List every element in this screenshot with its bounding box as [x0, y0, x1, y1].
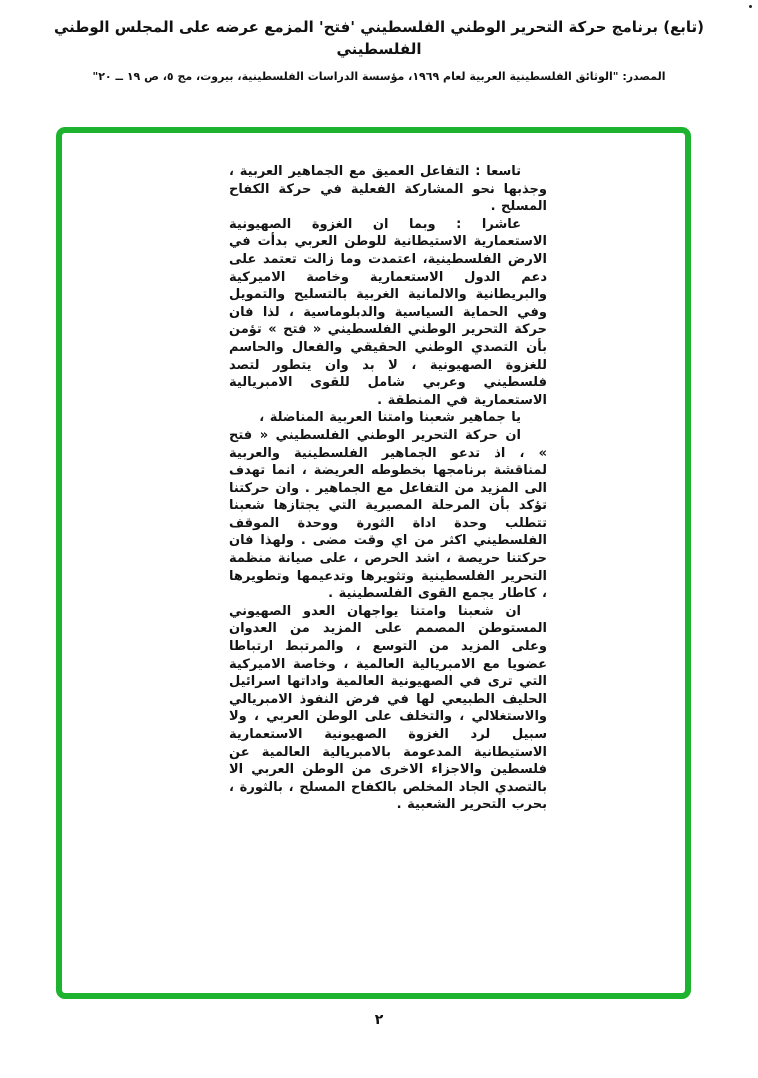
- paragraph-address-masses: يا جماهير شعبنا وامتنا العربية المناضلة ،: [259, 410, 521, 426]
- document-title: (تابع) برنامج حركة التحرير الوطني الفلسطيني 'فتح' المزمع عرضه على المجلس الوطني الفلسطيني: [53, 18, 705, 58]
- scan-artifact-dot: [749, 5, 752, 8]
- page-number: ٢: [374, 1012, 384, 1028]
- paragraph-tenth-clause: عاشرا : وبما ان الغزوة الصهيونية الاستعمارية الاستيطانية للوطن العربي بدأت في الارض الفلسطينية، اعتمدت وما زالت تعتمد على دعم الدول الاستعمارية وخاصة الاميركية والبريطانية والالمانية الغربية بالتسليح والتمويل وفي الحماية السياسية والدبلوماسية ، لذا فان حركة التحرير الوطني الفلسطيني « فتح » تؤمن بأن التصدي الوطني الحقيقي والفعال والحاسم للغزوة الصهيونية ، لا بد وان يتطور لتصد فلسطيني وعربي شامل للقوى الامبريالية الاستعمارية في المنطقة .: [229, 216, 547, 408]
- paragraph-closing-statement: ان شعبنا وامتنا يواجهان العدو الصهيوني المستوطن المصمم على المزيد من العدوان وعلى المزيد من التوسع ، والمرتبط ارتباطا عضويا مع الامبريالية العالمية ، وخاصة الاميركية التي ترى في الصهيونية العالمية واداتها اسرائيل الحليف الطبيعي لها في فرض النفوذ الامبريالي والاستغلالي ، والتخلف على الوطن العربي ، ولا سبيل لرد الغزوة الصهيونية الاستعمارية الاستيطانية المدعومة بالامبريالية العالمية عن فلسطين والاجزاء الاخرى من الوطن العربي الا بالتصدي الجاد المخلص بالكفاح المسلح ، بالثورة ، بحرب التحرير الشعبية .: [229, 603, 547, 813]
- document-body-text: [229, 163, 547, 814]
- document-header: [0, 16, 758, 84]
- green-scan-frame: [56, 127, 691, 999]
- source-citation: المصدر: "الوثائق الفلسطينية العربية لعام ١٩٦٩، مؤسسة الدراسات الفلسطينية، بيروت، مج ٥، ص ١٩ ــ ٢٠": [92, 70, 666, 83]
- paragraph-movement-statement: ان حركة التحرير الوطني الفلسطيني « فتح » ، اذ تدعو الجماهير الفلسطينية والعربية لمناقشة برنامجها بخطوطه العريضة ، انما تهدف الى المزيد من التفاعل مع الجماهير . وان حركتنا تؤكد بأن المرحلة المصيرية التي يجتازها شعبنا تتطلب وحدة اداة الثورة ووحدة الموقف الفلسطيني اكثر من اي وقت مضى . ولهذا فان حركتنا حريصة ، اشد الحرص ، على صيانة منظمة التحرير الفلسطينية وتثويرها وتدعيمها وتطويرها ، كاطار يجمع القوى الفلسطينية .: [229, 427, 547, 602]
- paragraph-ninth-clause: تاسعا : التفاعل العميق مع الجماهير العربية ، وجذبها نحو المشاركة الفعلية في حركة الكفاح المسلح .: [229, 164, 547, 215]
